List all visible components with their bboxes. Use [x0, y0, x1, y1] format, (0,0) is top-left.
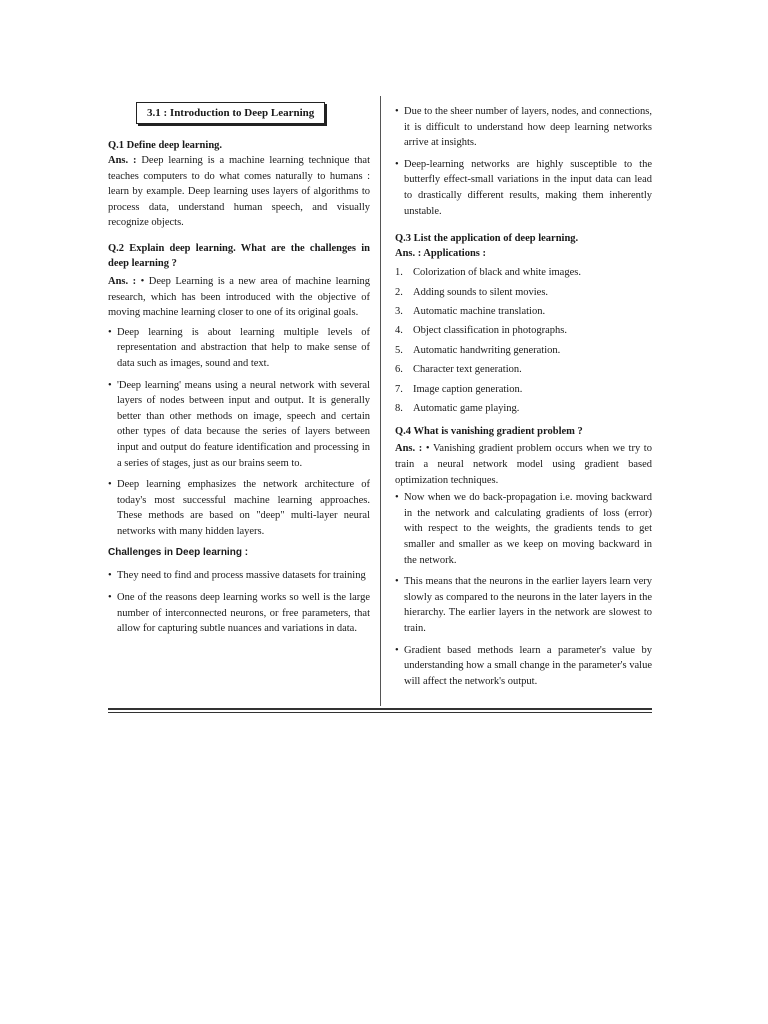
- list-item: 1. Colorization of black and white images.: [395, 267, 581, 279]
- q3-question: Q.3 List the application of deep learning.: [395, 233, 579, 245]
- list-item: • Gradient based methods learn a parameter's value by understanding how a small change in the parameter's value will affect the network's output.: [395, 644, 652, 687]
- section-title: 3.1 : Introduction to Deep Learning: [136, 102, 325, 124]
- q4-ans-label: Ans. :: [395, 443, 423, 455]
- column-divider: [380, 96, 381, 706]
- list-item: 6. Character text generation.: [395, 364, 522, 376]
- top-bullets: [395, 104, 652, 219]
- q4-question: Q.4 What is vanishing gradient problem ?: [395, 426, 583, 438]
- q2-ans-label: Ans. :: [108, 275, 137, 287]
- q4-intro-text: Vanishing gradient problem occurs when we try to train a neural network model using gradient based optimization techniques.: [395, 443, 652, 486]
- list-item: • One of the reasons deep learning works so well is the large number of interconnected neurons, or free parameters, that allow for capturing subtle nuances and variations in data.: [108, 592, 370, 635]
- q4-intro: Ans. : • Vanishing gradient problem occurs when we try to train a neural network model using gradient based optimization techniques.: [395, 443, 652, 486]
- list-item: 4. Object classification in photographs.: [395, 325, 567, 337]
- q2-intro-text: Deep Learning is a new area of machine learning research, which has been introduced with the objective of moving machine learning closer to one of its original goals.: [108, 275, 370, 319]
- list-item: 3. Automatic machine translation.: [395, 305, 546, 317]
- q1-ans-label: Ans. :: [108, 155, 137, 166]
- list-item: • Deep learning emphasizes the network architecture of today's most successful machine learning approaches. These methods are based on "deep" multi-layer neural networks with many hidden layers.: [108, 479, 370, 537]
- list-item: • Deep-learning networks are highly susceptible to the butterfly effect-small variations in the input data can lead to drastically different results, making them inherently unstable.: [395, 158, 652, 217]
- challenges-heading: Challenges in Deep learning :: [108, 547, 249, 559]
- right-column: [395, 96, 652, 689]
- challenges-list: [108, 568, 370, 636]
- q1-question: Q.1 Define deep learning.: [108, 140, 223, 151]
- list-item: 5. Automatic handwriting generation.: [395, 344, 561, 356]
- document-page: [108, 96, 652, 716]
- list-item: • Now when we do back-propagation i.e. moving backward in the network and calculating gradients of loss (error) with respect to the weights, the gradients tends to get smaller and smaller as we keep on moving backward in the network.: [395, 492, 652, 566]
- list-item: • Deep learning is about learning multiple levels of representation and abstraction that help to make sense of data such as images, sound and text.: [108, 326, 370, 369]
- q2-bullets: [108, 325, 370, 540]
- q1-answer: [108, 153, 370, 231]
- list-item: • They need to find and process massive datasets for training: [108, 570, 366, 582]
- list-item: 8. Automatic game playing.: [395, 403, 520, 414]
- q3-ans-label: Ans. : Applications :: [395, 248, 487, 260]
- list-item: 2. Adding sounds to silent movies.: [395, 286, 549, 298]
- bottom-rule-thick: [108, 708, 652, 710]
- list-item: • Due to the sheer number of layers, nodes, and connections, it is difficult to understand how deep learning networks arrive at insights.: [395, 106, 652, 149]
- bottom-rule-thin: [108, 712, 652, 713]
- list-item: • 'Deep learning' means using a neural network with several layers of nodes between input and output. It is generally better than other methods on image, speech and certain other types of data because the series of layers between input and output do feature identification and processing in a series of stages, just as our brains seem to.: [108, 379, 370, 469]
- list-item: • This means that the neurons in the earlier layers learn very slowly as compared to the neurons in the later layers in the hierarchy. The earlier layers in the network are slowest to train.: [395, 576, 652, 634]
- q1-answer-text: Deep learning is a machine learning technique that teaches computers to do what comes naturally to humans : learn by example. Deep learning uses layers of algorithms to process data, understand human speech, and visually recognize objects.: [108, 155, 371, 229]
- q2-intro: Ans. : • Deep Learning is a new area of machine learning research, which has been introduced with the objective of moving machine learning closer to one of its original goals.: [108, 275, 370, 319]
- q2-question: Q.2 Explain deep learning. What are the challenges in deep learning ?: [108, 242, 370, 269]
- q4-bullets: [395, 490, 652, 689]
- list-item: 7. Image caption generation.: [395, 383, 523, 395]
- applications-list: [395, 263, 652, 418]
- left-column: [108, 96, 370, 637]
